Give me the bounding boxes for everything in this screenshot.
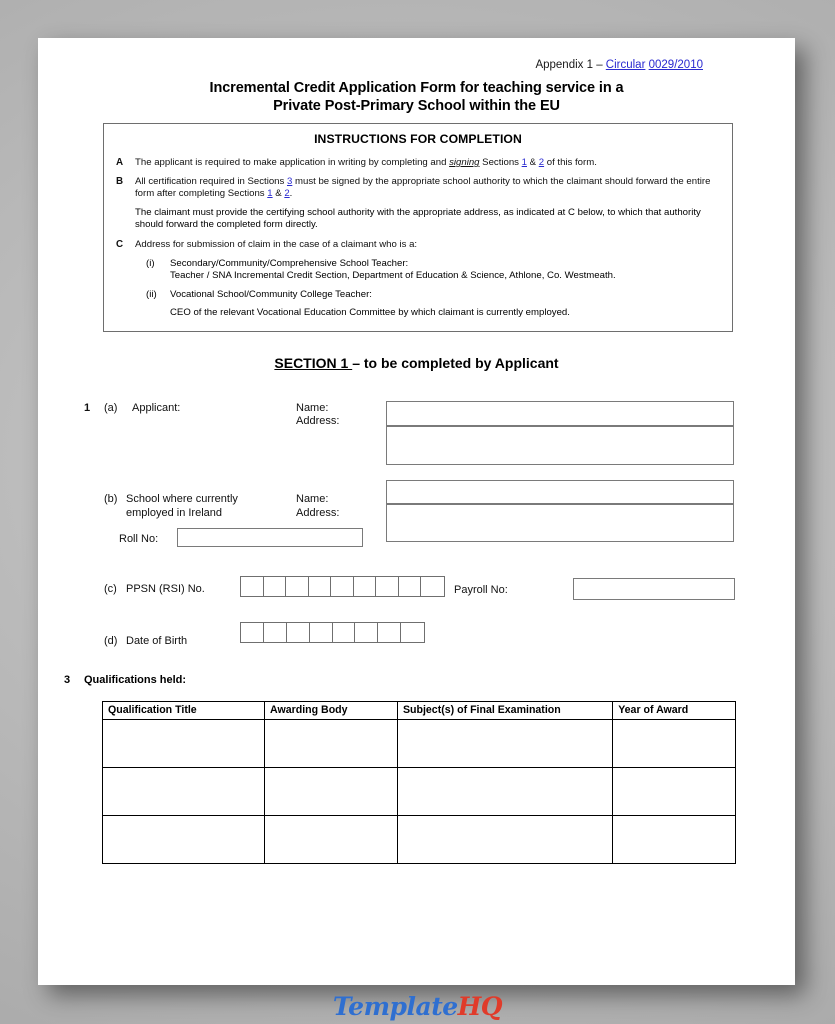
- table-cell[interactable]: [103, 768, 265, 816]
- instruction-a-part2: Sections: [479, 157, 522, 168]
- section-1-label: SECTION 1: [274, 355, 353, 371]
- roll-no-input[interactable]: [177, 528, 363, 547]
- roll-no-label: Roll No:: [119, 533, 159, 545]
- item-1b-label-line1: School where currently: [126, 493, 238, 505]
- title-line-2: Private Post-Primary School within the EU: [273, 98, 560, 114]
- school-address-input[interactable]: [386, 504, 734, 542]
- dob-cell[interactable]: [378, 623, 401, 642]
- instruction-a-marker: A: [116, 157, 124, 168]
- sub-i-text: [170, 258, 616, 281]
- sub-i-line-1: Secondary/Community/Comprehensive School Teacher:: [170, 258, 409, 270]
- instruction-b-ref3[interactable]: 2: [284, 187, 290, 199]
- dob-cell[interactable]: [287, 623, 310, 642]
- ppsn-cell[interactable]: [264, 577, 287, 596]
- appendix-line: [535, 59, 703, 71]
- dob-cell[interactable]: [333, 623, 356, 642]
- ppsn-cell-group[interactable]: [240, 576, 445, 597]
- instruction-b-amp: &: [272, 187, 285, 199]
- item-1c-marker: (c): [104, 583, 117, 595]
- instruction-b-part1: All certification required in Sections: [135, 176, 287, 188]
- instruction-b-text: [135, 176, 720, 199]
- table-row: [103, 720, 736, 768]
- instruction-a-part1: The applicant is required to make application in writing by completing and: [135, 157, 450, 168]
- qualifications-table: [102, 701, 736, 864]
- school-address-label: Address:: [296, 507, 340, 519]
- page-title: [38, 79, 795, 115]
- applicant-address-input[interactable]: [386, 426, 734, 465]
- document-content: [38, 38, 795, 985]
- instruction-a-ref2[interactable]: 2: [538, 157, 545, 168]
- ppsn-cell[interactable]: [286, 577, 309, 596]
- table-cell[interactable]: [103, 720, 265, 768]
- sub-i-line-2: Teacher / SNA Incremental Credit Section, Department of Education & Science, Athlone, Co. Westmeath.: [170, 270, 616, 282]
- column-header-subjects: Subject(s) of Final Examination: [397, 702, 612, 720]
- school-name-label: Name:: [296, 493, 329, 505]
- sub-ii-marker: (ii): [146, 288, 157, 300]
- ppsn-cell[interactable]: [331, 577, 354, 596]
- instructions-box: [103, 123, 733, 332]
- circular-number-link[interactable]: 0029/2010: [648, 59, 703, 71]
- applicant-name-label: Name:: [296, 402, 329, 414]
- ppsn-cell[interactable]: [376, 577, 399, 596]
- qualifications-label: Qualifications held:: [84, 674, 187, 686]
- item-1d-marker: (d): [104, 635, 118, 647]
- item-1a-label: Applicant:: [132, 402, 181, 414]
- instruction-c-marker: C: [116, 239, 124, 251]
- school-name-input[interactable]: [386, 480, 734, 504]
- dob-cell[interactable]: [355, 623, 378, 642]
- ppsn-cell[interactable]: [241, 577, 264, 596]
- table-header-row: [103, 702, 736, 720]
- logo-template-text: Template: [332, 992, 458, 1021]
- dob-cell-group[interactable]: [240, 622, 425, 643]
- instruction-b-ref1[interactable]: 3: [286, 176, 293, 188]
- instruction-b-marker: B: [116, 176, 124, 188]
- logo-hq-text: HQ: [457, 992, 503, 1021]
- table-cell[interactable]: [613, 768, 736, 816]
- instruction-sub-i: [116, 258, 720, 281]
- section-1-heading: [38, 355, 795, 371]
- instruction-item-b: [116, 176, 720, 199]
- dob-cell[interactable]: [401, 623, 424, 642]
- instruction-a-ref1[interactable]: 1: [521, 157, 527, 168]
- sub-ii-text: [170, 289, 372, 301]
- instruction-b-ref2[interactable]: 1: [267, 187, 273, 199]
- ppsn-label: PPSN (RSI) No.: [126, 583, 205, 595]
- instruction-c-text: Address for submission of claim in the case of a claimant who is a:: [135, 239, 418, 251]
- instructions-heading: INSTRUCTIONS FOR COMPLETION: [314, 132, 522, 146]
- instruction-sub-ii: [116, 289, 720, 301]
- table-cell[interactable]: [265, 720, 398, 768]
- table-cell[interactable]: [265, 816, 398, 864]
- table-row: [103, 816, 736, 864]
- circular-link[interactable]: Circular: [605, 59, 646, 71]
- applicant-address-label: Address:: [296, 415, 340, 427]
- table-row: [103, 768, 736, 816]
- instruction-a-text: [135, 157, 720, 168]
- payroll-no-label: Payroll No:: [454, 584, 508, 596]
- section-1-subtitle: – to be completed by Applicant: [352, 355, 559, 371]
- table-cell[interactable]: [397, 768, 612, 816]
- table-cell[interactable]: [265, 768, 398, 816]
- ppsn-cell[interactable]: [354, 577, 377, 596]
- item-3-number: 3: [64, 674, 71, 686]
- item-1b-marker: (b): [104, 493, 118, 505]
- templatehq-logo: [0, 992, 835, 1021]
- sub-ii-line-1: Vocational School/Community College Teacher:: [170, 288, 372, 300]
- instruction-a-part3: of this form.: [544, 157, 597, 168]
- instruction-item-a: [116, 157, 720, 168]
- sub-ii-line-2: CEO of the relevant Vocational Education Committee by which claimant is currently employed.: [170, 307, 570, 319]
- sub-i-marker: (i): [146, 258, 155, 270]
- item-1b-label-line2: employed in Ireland: [126, 507, 223, 519]
- ppsn-cell[interactable]: [421, 577, 444, 596]
- instruction-b-part3: .: [289, 187, 293, 199]
- instruction-b-part2: must be signed by the appropriate school authority to which the claimant should forward the entire form after completing Sections: [135, 176, 711, 199]
- title-line-1: Incremental Credit Application Form for teaching service in a: [209, 80, 624, 96]
- payroll-no-input[interactable]: [573, 578, 735, 600]
- dob-label: Date of Birth: [126, 635, 188, 647]
- column-header-awarding-body: Awarding Body: [265, 702, 398, 720]
- appendix-prefix: Appendix 1 –: [535, 59, 606, 71]
- instruction-item-c: [116, 239, 720, 250]
- document-page: [38, 38, 795, 985]
- ppsn-cell[interactable]: [399, 577, 422, 596]
- table-cell[interactable]: [397, 720, 612, 768]
- ppsn-cell[interactable]: [309, 577, 332, 596]
- instruction-a-amp: &: [527, 157, 539, 168]
- item-1a-marker: (a): [104, 402, 118, 414]
- applicant-name-input[interactable]: [386, 401, 734, 426]
- table-cell[interactable]: [613, 720, 736, 768]
- table-cell[interactable]: [103, 816, 265, 864]
- instruction-a-signing: signing: [449, 157, 480, 168]
- table-cell[interactable]: [613, 816, 736, 864]
- table-cell[interactable]: [397, 816, 612, 864]
- column-header-year-of-award: Year of Award: [613, 702, 736, 720]
- dob-cell[interactable]: [241, 623, 264, 642]
- dob-cell[interactable]: [264, 623, 287, 642]
- claimant-note: The claimant must provide the certifying school authority with the appropriate address, as indicated at C below, to which that authority should forward the completed form directly.: [135, 207, 701, 230]
- dob-cell[interactable]: [310, 623, 333, 642]
- item-1-number: 1: [84, 402, 91, 414]
- column-header-qualification-title: Qualification Title: [103, 702, 265, 720]
